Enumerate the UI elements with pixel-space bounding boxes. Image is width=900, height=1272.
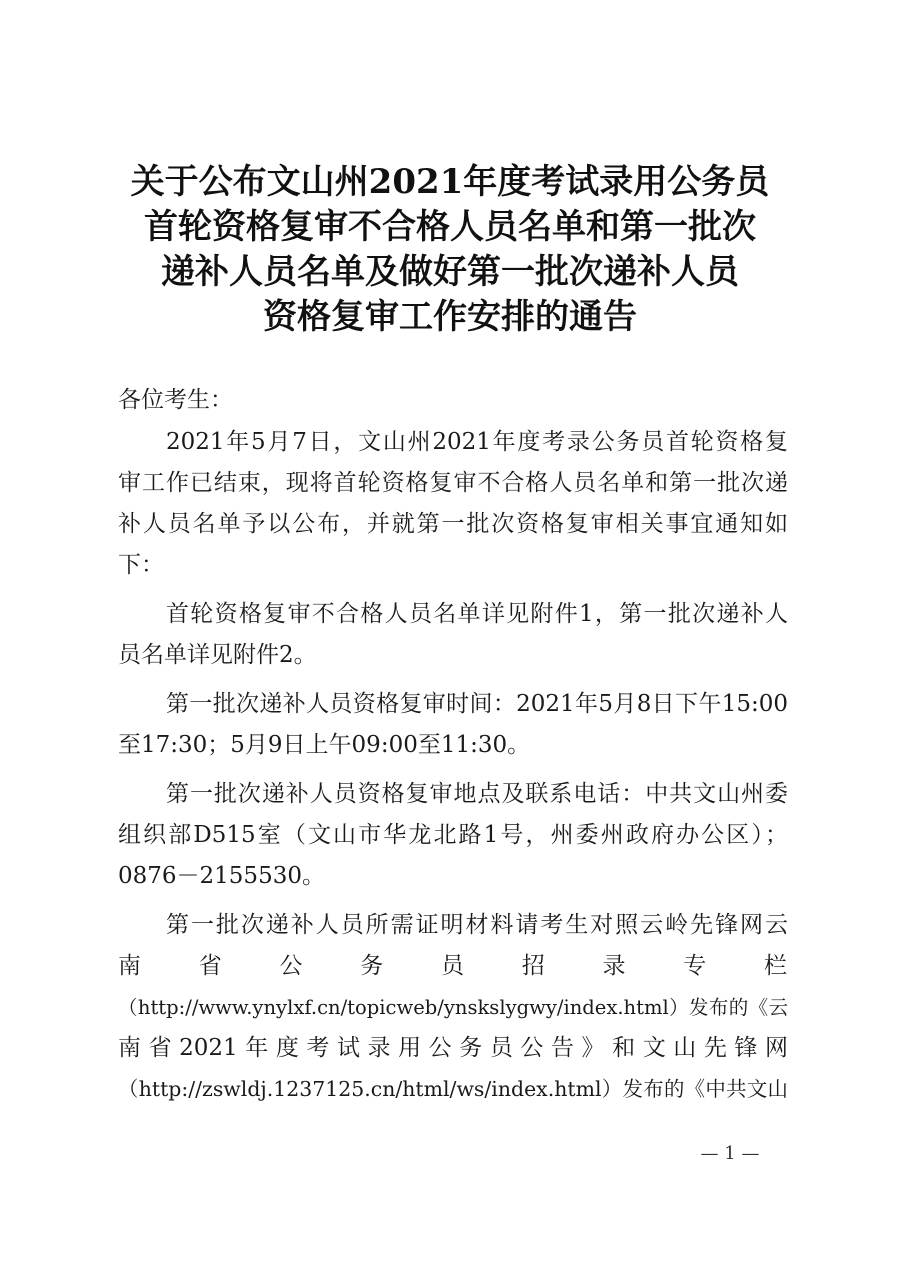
paragraph-review-time — [118, 684, 788, 766]
text-line: 南省2021年度考试录用公务员公告》和文山先锋网 — [118, 1035, 788, 1061]
text-line-url: （http://www.ynylxf.cn/topicweb/ynskslygwy/index.html）发布的《云 — [118, 996, 788, 1019]
salutation: 各位考生： — [118, 387, 233, 413]
document-title — [100, 160, 800, 340]
paragraph-review-location — [118, 774, 788, 897]
title-line: 递补人员名单及做好第一批次递补人员 — [161, 252, 739, 292]
text-line: 首轮资格复审不合格人员名单详见附件1，第一批次递补人 — [166, 601, 788, 627]
text-line-url: （http://zswldj.1237125.cn/html/ws/index.html）发布的《中共文山 — [118, 1077, 788, 1101]
title-line: 资格复审工作安排的通告 — [263, 297, 637, 337]
text-line: 2021年5月7日，文山州2021年度考录公务员首轮资格复 — [166, 429, 788, 455]
page-number: — 1 — — [700, 1143, 760, 1164]
title-line: 关于公布文山州2021年度考试录用公务员 — [130, 162, 770, 202]
text-line: 南省公务员招录专栏 — [118, 953, 788, 979]
paragraph-attachments — [118, 594, 788, 676]
text-line: 至17:30；5月9日上午09:00至11:30。 — [118, 732, 531, 758]
text-line: 审工作已结束，现将首轮资格复审不合格人员名单和第一批次递 — [118, 470, 788, 496]
text-line: 员名单详见附件2。 — [118, 642, 317, 668]
title-line: 首轮资格复审不合格人员名单和第一批次 — [144, 207, 756, 247]
text-line: 0876－2155530。 — [118, 863, 325, 889]
paragraph-materials — [118, 905, 788, 1110]
text-line: 第一批次递补人员资格复审时间：2021年5月8日下午15:00 — [166, 691, 788, 717]
text-line: 下： — [118, 552, 164, 578]
text-line: 第一批次递补人员资格复审地点及联系电话：中共文山州委 — [166, 781, 788, 807]
document-body — [118, 378, 788, 1110]
text-line: 第一批次递补人员所需证明材料请考生对照云岭先锋网云 — [166, 912, 788, 938]
text-line: 补人员名单予以公布，并就第一批次资格复审相关事宜通知如 — [118, 511, 788, 537]
paragraph-announcement — [118, 422, 788, 586]
text-line: 组织部D515室（文山市华龙北路1号，州委州政府办公区）； — [118, 822, 788, 848]
